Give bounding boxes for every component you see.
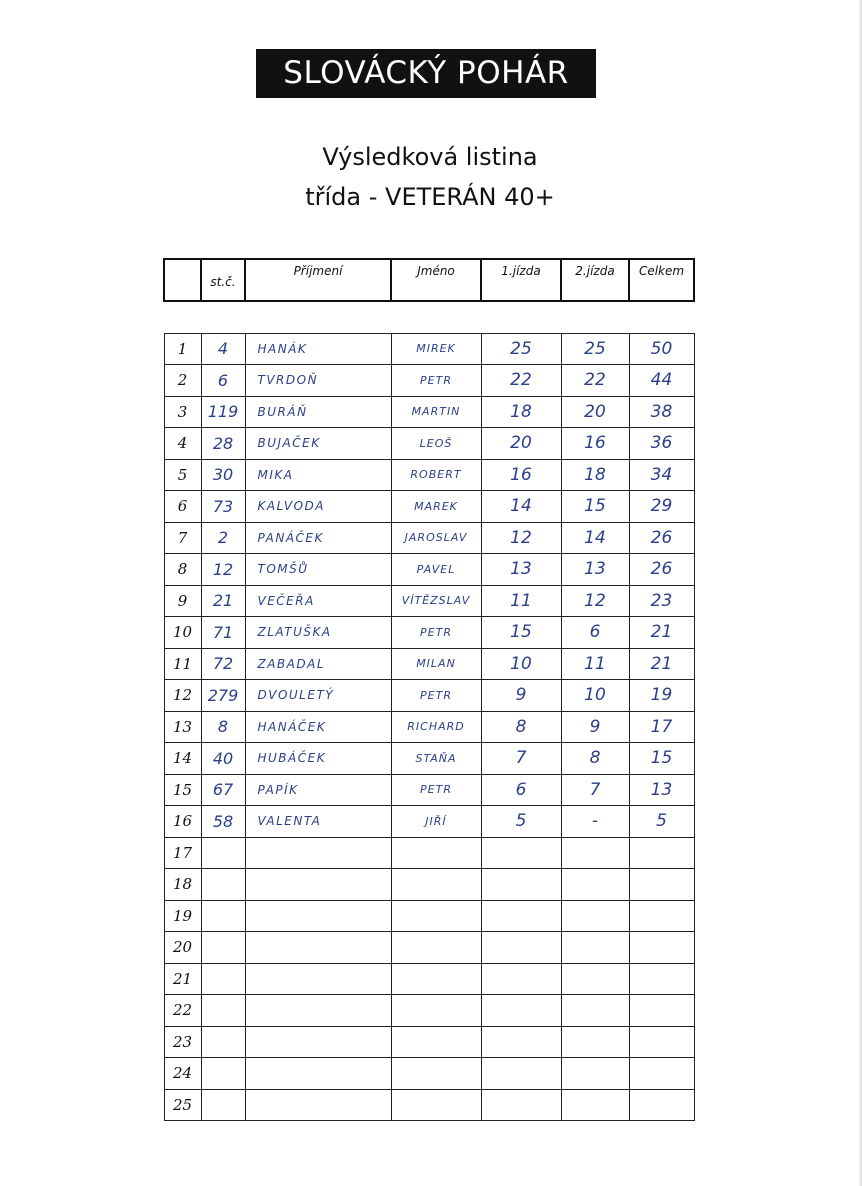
start-number-cell [201, 1089, 245, 1121]
table-row [164, 932, 694, 964]
surname-cell [245, 837, 391, 869]
ride-2-cell: 20 [561, 396, 629, 428]
rank-cell: 18 [164, 869, 201, 901]
start-number-cell: 71 [201, 617, 245, 649]
total-cell: 21 [629, 648, 694, 680]
first-name-cell: JAROSLAV [391, 522, 481, 554]
total-cell [629, 1058, 694, 1090]
table-row [164, 333, 694, 365]
rank-cell: 8 [164, 554, 201, 586]
table-row [164, 585, 694, 617]
document-title: Výsledková listina [322, 143, 538, 171]
total-cell [629, 869, 694, 901]
first-name-cell: PETR [391, 680, 481, 712]
first-name-cell [391, 900, 481, 932]
surname-cell: KALVODA [245, 491, 391, 523]
rank-cell: 11 [164, 648, 201, 680]
table-row [164, 1058, 694, 1090]
table-row [164, 711, 694, 743]
total-cell [629, 1089, 694, 1121]
ride-1-cell [481, 1058, 561, 1090]
surname-cell: HUBÁČEK [245, 743, 391, 775]
surname-cell [245, 900, 391, 932]
total-cell: 44 [629, 365, 694, 397]
first-name-cell [391, 995, 481, 1027]
first-name-cell: LEOŠ [391, 428, 481, 460]
rank-cell: 20 [164, 932, 201, 964]
total-cell [629, 1026, 694, 1058]
rank-cell: 4 [164, 428, 201, 460]
surname-cell [245, 869, 391, 901]
rank-cell: 7 [164, 522, 201, 554]
results-table [163, 258, 695, 1121]
surname-cell: VEČEŘA [245, 585, 391, 617]
table-row [164, 522, 694, 554]
rank-cell: 23 [164, 1026, 201, 1058]
start-number-cell [201, 995, 245, 1027]
surname-cell [245, 1058, 391, 1090]
start-number-cell [201, 1026, 245, 1058]
header-first-name: Jméno [391, 259, 481, 301]
rank-cell: 9 [164, 585, 201, 617]
first-name-cell [391, 869, 481, 901]
ride-2-cell: 14 [561, 522, 629, 554]
ride-2-cell [561, 900, 629, 932]
ride-1-cell: 5 [481, 806, 561, 838]
first-name-cell: MIREK [391, 333, 481, 365]
table-row [164, 554, 694, 586]
rank-cell: 14 [164, 743, 201, 775]
table-row [164, 617, 694, 649]
ride-1-cell: 16 [481, 459, 561, 491]
first-name-cell: PAVEL [391, 554, 481, 586]
total-cell: 29 [629, 491, 694, 523]
ride-1-cell: 25 [481, 333, 561, 365]
rank-cell: 13 [164, 711, 201, 743]
first-name-cell [391, 837, 481, 869]
ride-1-cell [481, 995, 561, 1027]
rank-cell: 15 [164, 774, 201, 806]
rank-cell: 12 [164, 680, 201, 712]
surname-cell: BURÁŇ [245, 396, 391, 428]
ride-2-cell: 9 [561, 711, 629, 743]
total-cell [629, 932, 694, 964]
rank-cell: 16 [164, 806, 201, 838]
ride-1-cell: 13 [481, 554, 561, 586]
header-surname: Příjmení [245, 259, 391, 301]
start-number-cell: 58 [201, 806, 245, 838]
start-number-cell: 40 [201, 743, 245, 775]
table-row [164, 459, 694, 491]
first-name-cell: MAREK [391, 491, 481, 523]
ride-2-cell: 11 [561, 648, 629, 680]
header-ride-2: 2.jízda [561, 259, 629, 301]
first-name-cell [391, 1058, 481, 1090]
start-number-cell: 30 [201, 459, 245, 491]
header-rank [164, 259, 201, 301]
first-name-cell: PETR [391, 774, 481, 806]
ride-2-cell: 8 [561, 743, 629, 775]
first-name-cell: PETR [391, 365, 481, 397]
surname-cell: PAPÍK [245, 774, 391, 806]
start-number-cell: 4 [201, 333, 245, 365]
first-name-cell: ROBERT [391, 459, 481, 491]
surname-cell: MIKA [245, 459, 391, 491]
table-row [164, 1089, 694, 1121]
first-name-cell [391, 1089, 481, 1121]
start-number-cell: 67 [201, 774, 245, 806]
total-cell [629, 963, 694, 995]
ride-2-cell: 25 [561, 333, 629, 365]
ride-1-cell [481, 869, 561, 901]
ride-2-cell: - [561, 806, 629, 838]
start-number-cell: 119 [201, 396, 245, 428]
ride-1-cell: 6 [481, 774, 561, 806]
surname-cell [245, 932, 391, 964]
rank-cell: 5 [164, 459, 201, 491]
table-row [164, 837, 694, 869]
table-row [164, 806, 694, 838]
header-ride-1: 1.jízda [481, 259, 561, 301]
total-cell: 38 [629, 396, 694, 428]
start-number-cell [201, 963, 245, 995]
ride-1-cell: 20 [481, 428, 561, 460]
ride-2-cell [561, 995, 629, 1027]
table-row [164, 1026, 694, 1058]
table-row [164, 428, 694, 460]
ride-1-cell: 12 [481, 522, 561, 554]
total-cell: 23 [629, 585, 694, 617]
rank-cell: 1 [164, 333, 201, 365]
banner-title: SLOVÁCKÝ POHÁR [256, 49, 596, 98]
ride-1-cell [481, 837, 561, 869]
table-row [164, 963, 694, 995]
table-row [164, 680, 694, 712]
ride-2-cell [561, 869, 629, 901]
header-total: Celkem [629, 259, 694, 301]
rank-cell: 19 [164, 900, 201, 932]
table-row [164, 869, 694, 901]
ride-2-cell: 12 [561, 585, 629, 617]
rank-cell: 25 [164, 1089, 201, 1121]
surname-cell: BUJAČEK [245, 428, 391, 460]
start-number-cell: 2 [201, 522, 245, 554]
ride-1-cell: 18 [481, 396, 561, 428]
rank-cell: 10 [164, 617, 201, 649]
total-cell [629, 837, 694, 869]
total-cell: 50 [629, 333, 694, 365]
ride-1-cell: 15 [481, 617, 561, 649]
surname-cell [245, 963, 391, 995]
start-number-cell: 12 [201, 554, 245, 586]
table-row [164, 491, 694, 523]
total-cell: 26 [629, 554, 694, 586]
ride-2-cell [561, 1026, 629, 1058]
ride-2-cell [561, 1058, 629, 1090]
start-number-cell: 73 [201, 491, 245, 523]
first-name-cell [391, 963, 481, 995]
total-cell: 34 [629, 459, 694, 491]
ride-2-cell [561, 963, 629, 995]
first-name-cell: MARTIN [391, 396, 481, 428]
start-number-cell: 72 [201, 648, 245, 680]
surname-cell: TOMŠŮ [245, 554, 391, 586]
start-number-cell [201, 869, 245, 901]
total-cell: 15 [629, 743, 694, 775]
ride-1-cell: 8 [481, 711, 561, 743]
first-name-cell: MILAN [391, 648, 481, 680]
total-cell: 26 [629, 522, 694, 554]
start-number-cell: 279 [201, 680, 245, 712]
rank-cell: 3 [164, 396, 201, 428]
surname-cell: ZLATUŠKA [245, 617, 391, 649]
ride-1-cell: 10 [481, 648, 561, 680]
ride-1-cell: 9 [481, 680, 561, 712]
ride-2-cell: 6 [561, 617, 629, 649]
surname-cell: VALENTA [245, 806, 391, 838]
ride-2-cell [561, 1089, 629, 1121]
ride-1-cell: 7 [481, 743, 561, 775]
header-row [164, 259, 694, 301]
surname-cell: ZABADAL [245, 648, 391, 680]
ride-2-cell [561, 932, 629, 964]
surname-cell [245, 1089, 391, 1121]
rank-cell: 24 [164, 1058, 201, 1090]
total-cell: 17 [629, 711, 694, 743]
start-number-cell [201, 1058, 245, 1090]
start-number-cell [201, 837, 245, 869]
header-start-number: st.č. [201, 259, 245, 301]
start-number-cell: 8 [201, 711, 245, 743]
results-body [164, 301, 694, 1121]
rank-cell: 6 [164, 491, 201, 523]
table-row [164, 743, 694, 775]
surname-cell: TVRDOŇ [245, 365, 391, 397]
table-row [164, 648, 694, 680]
total-cell: 21 [629, 617, 694, 649]
ride-1-cell [481, 900, 561, 932]
first-name-cell: STAŇA [391, 743, 481, 775]
rank-cell: 22 [164, 995, 201, 1027]
ride-2-cell: 22 [561, 365, 629, 397]
ride-2-cell [561, 837, 629, 869]
rank-cell: 2 [164, 365, 201, 397]
ride-1-cell [481, 932, 561, 964]
start-number-cell: 28 [201, 428, 245, 460]
spacer-row [164, 301, 694, 333]
total-cell: 19 [629, 680, 694, 712]
table-row [164, 900, 694, 932]
rank-cell: 17 [164, 837, 201, 869]
table-row [164, 774, 694, 806]
first-name-cell [391, 1026, 481, 1058]
rank-cell: 21 [164, 963, 201, 995]
start-number-cell: 21 [201, 585, 245, 617]
total-cell [629, 995, 694, 1027]
ride-1-cell: 14 [481, 491, 561, 523]
ride-2-cell: 13 [561, 554, 629, 586]
first-name-cell: RICHARD [391, 711, 481, 743]
table-row [164, 365, 694, 397]
first-name-cell [391, 932, 481, 964]
surname-cell [245, 995, 391, 1027]
ride-2-cell: 10 [561, 680, 629, 712]
first-name-cell: PETR [391, 617, 481, 649]
surname-cell: PANÁČEK [245, 522, 391, 554]
surname-cell: HANÁK [245, 333, 391, 365]
surname-cell [245, 1026, 391, 1058]
total-cell: 36 [629, 428, 694, 460]
ride-1-cell [481, 1026, 561, 1058]
total-cell: 13 [629, 774, 694, 806]
start-number-cell [201, 932, 245, 964]
first-name-cell: VÍTĚZSLAV [391, 585, 481, 617]
total-cell: 5 [629, 806, 694, 838]
start-number-cell [201, 900, 245, 932]
ride-1-cell: 22 [481, 365, 561, 397]
ride-1-cell [481, 963, 561, 995]
ride-1-cell: 11 [481, 585, 561, 617]
start-number-cell: 6 [201, 365, 245, 397]
class-subtitle: třída - VETERÁN 40+ [305, 183, 555, 211]
total-cell [629, 900, 694, 932]
table-row [164, 396, 694, 428]
surname-cell: HANÁČEK [245, 711, 391, 743]
first-name-cell: JIŘÍ [391, 806, 481, 838]
surname-cell: DVOULETÝ [245, 680, 391, 712]
ride-2-cell: 18 [561, 459, 629, 491]
ride-1-cell [481, 1089, 561, 1121]
ride-2-cell: 7 [561, 774, 629, 806]
ride-2-cell: 15 [561, 491, 629, 523]
table-row [164, 995, 694, 1027]
ride-2-cell: 16 [561, 428, 629, 460]
